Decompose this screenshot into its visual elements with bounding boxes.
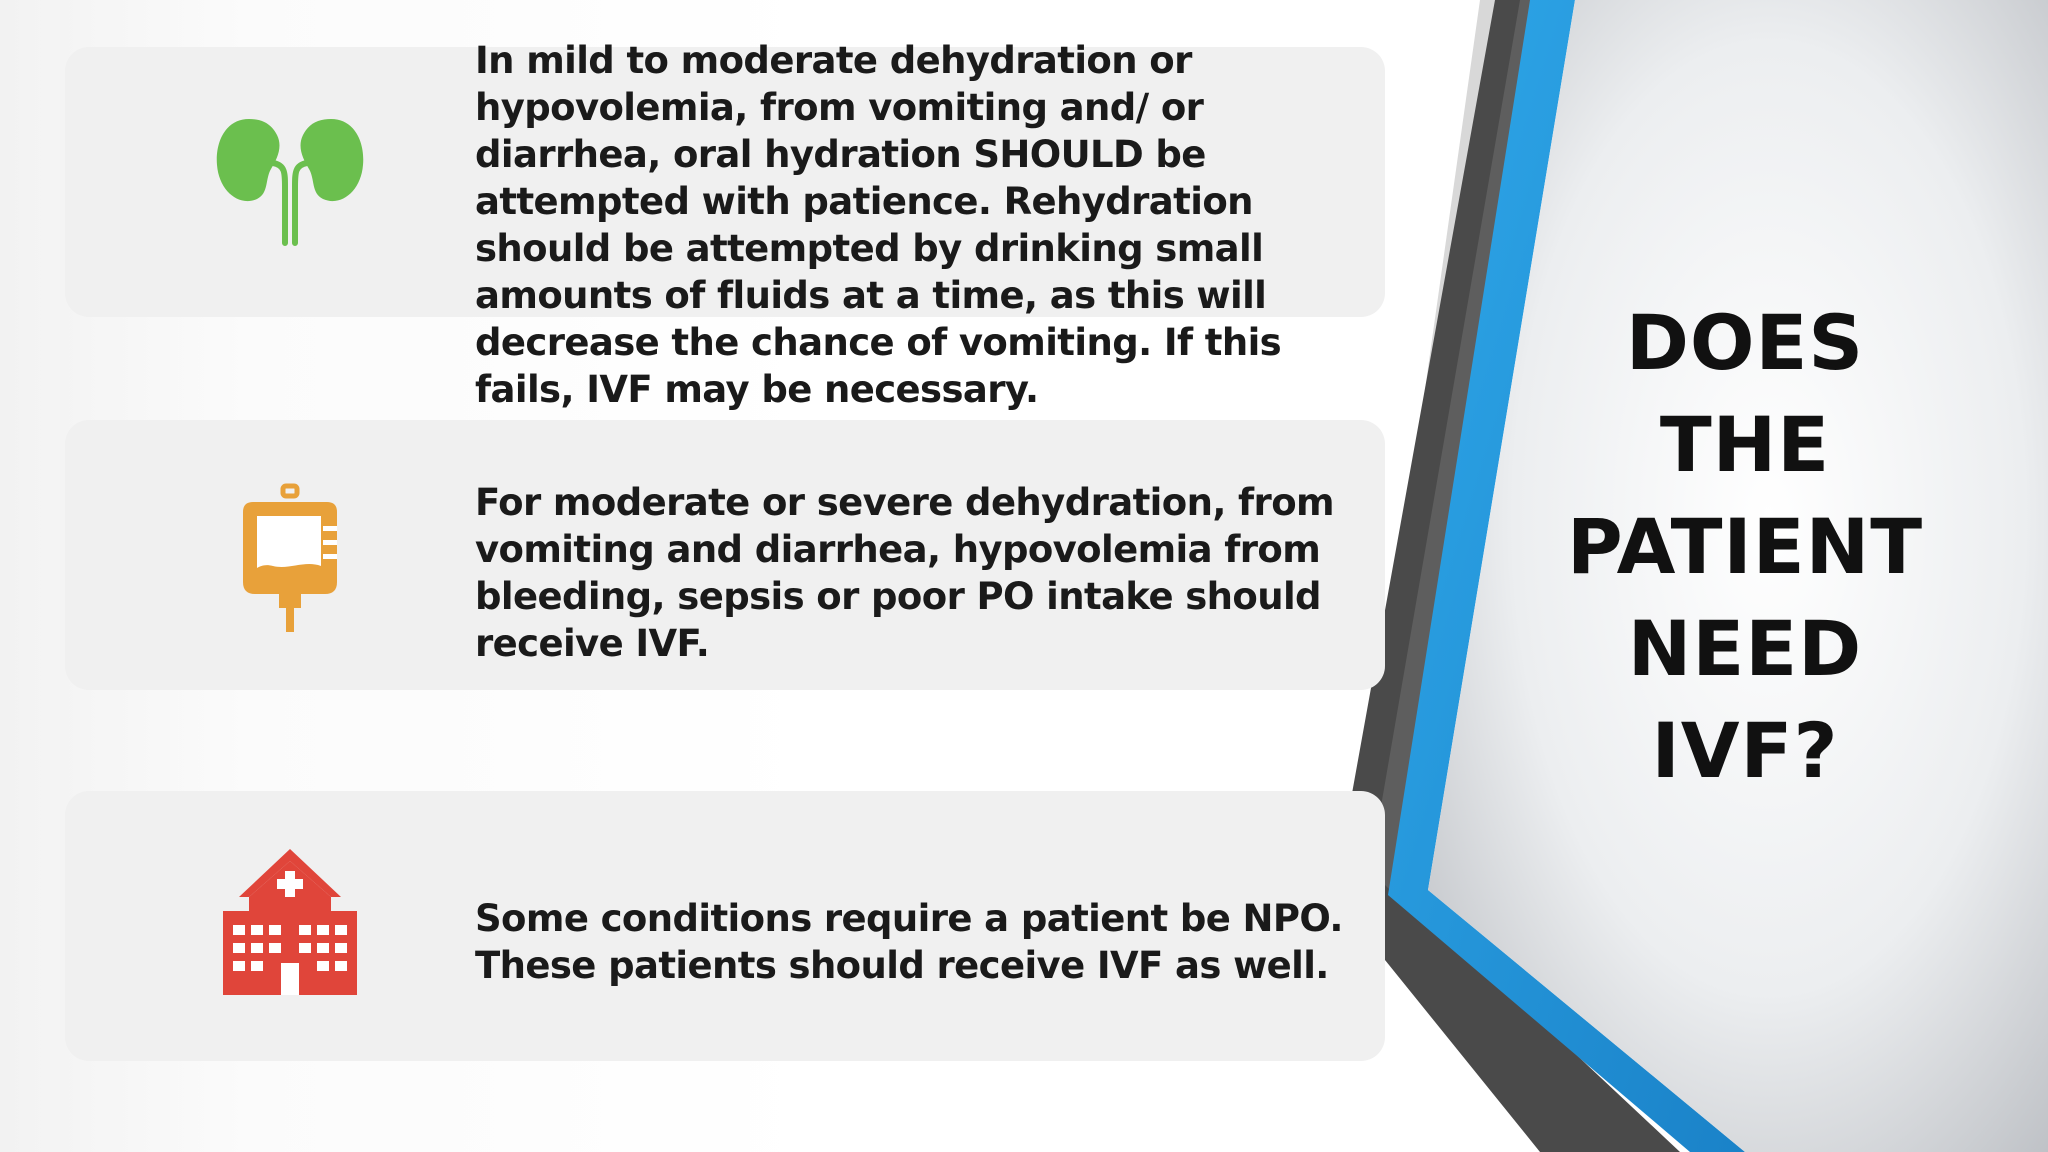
card-text: In mild to moderate dehydration or hypovolemia, from vomiting and/ or diarrhea, oral hydration SHOULD be attempted with patience. Rehydration should be attempted by drinking small amounts of fluids at a time, as this will decrease the chance of vomiting. If this fails, IVF may be necessary. xyxy=(475,39,1282,411)
info-card-oral-hydration xyxy=(65,39,1385,411)
title-line: NEED xyxy=(1627,604,1863,693)
title-line: PATIENT xyxy=(1566,502,1924,591)
card-text: For moderate or severe dehydration, from vomiting and diarrhea, hypovolemia from bleeding, sepsis or poor PO intake should receive IVF. xyxy=(475,481,1334,665)
kidneys-icon xyxy=(205,95,375,265)
title-line: DOES xyxy=(1625,298,1865,387)
slide-title xyxy=(1560,292,1930,802)
info-card-npo xyxy=(65,791,1385,1061)
hospital-icon xyxy=(205,841,375,1011)
info-card-ivf-indications xyxy=(65,420,1385,690)
iv-bag-icon xyxy=(205,470,375,640)
card-text: Some conditions require a patient be NPO. These patients should receive IVF as well. xyxy=(475,897,1343,987)
title-line: THE xyxy=(1659,400,1831,489)
title-line: IVF? xyxy=(1651,706,1839,795)
